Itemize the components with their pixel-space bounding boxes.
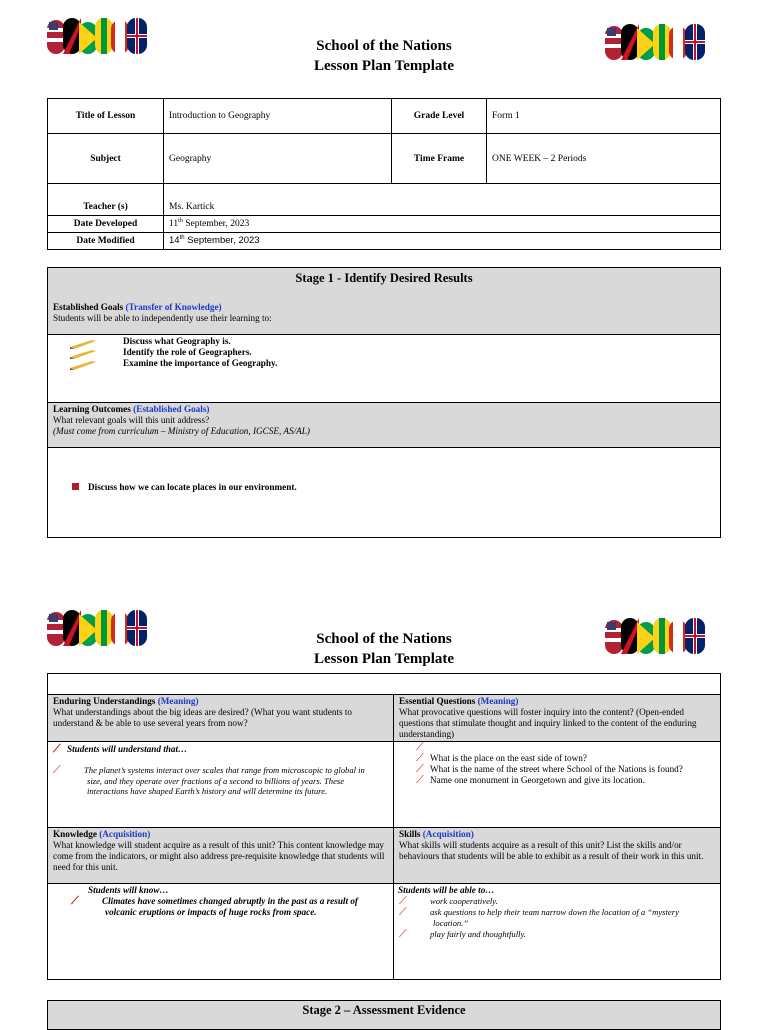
template-title: Lesson Plan Template — [313, 58, 455, 74]
red-check-icon: ⟋ — [53, 764, 61, 776]
knowledge-header: Knowledge (Acquisition) What knowledge will student acquire as a result of this unit? This content knowledge may come from the indicators, or might also address pre-requisite knowledge that students will need for this unit. — [48, 828, 393, 883]
flags-logo-icon — [45, 606, 151, 650]
grade-label: Grade Level — [392, 99, 487, 134]
title-label: Title of Lesson — [48, 99, 164, 134]
school-name: School of the Nations — [316, 38, 452, 54]
red-check-icon: ⟋ — [399, 928, 407, 940]
date-modified-value: 14th September, 2023 — [164, 233, 721, 250]
kn-content: Students will know… ⟋ Climates have sometimes changed abruptly in the past as a result of volcanic eruptions or impacts of huge rocks from space. — [71, 885, 358, 917]
eu-content: ⟋ Students will understand that… ⟋ The planet’s systems interact over scales that range from microscopic to global in size, and they operate over fractions of a second to billions of years. These interactions have shaped Earth’s history and will determine its future. — [53, 743, 365, 796]
sk-desc: What skills will students acquire as a result of this unit? List the skills and/or behaviours that students will be able to exhibit as a result of their work in this unit. — [399, 840, 704, 861]
lesson-info-table — [47, 98, 721, 250]
teacher-value: Ms. Kartick — [164, 184, 721, 216]
skills-header: Skills (Acquisition) What skills will students acquire as a result of this unit? List the skills and/or behaviours that students will be able to exhibit as a result of their work in this unit. — [394, 828, 720, 883]
eq-content: ⟋ ⟋ What is the place on the east side of town? ⟋ What is the name of the street where School of the Nations is found? ⟋ Name one monument in Georgetown and give its location. — [416, 741, 683, 786]
stage2-title: Stage 2 – Assessment Evidence — [302, 1003, 466, 1017]
red-check-icon: ⟋ — [416, 763, 424, 775]
outcome-item: Discuss how we can locate places in our environment. — [88, 482, 297, 492]
outcomes-question: What relevant goals will this unit address? — [53, 415, 210, 425]
title-value: Introduction to Geography — [164, 99, 392, 134]
flags-logo-icon — [603, 614, 709, 658]
pencil-icon — [70, 339, 98, 349]
outcomes-label: Learning Outcomes — [53, 404, 134, 414]
goals-desc: Students will be able to independently use their learning to: — [53, 313, 272, 323]
sk-content: Students will be able to… ⟋ work cooperatively. ⟋ ask questions to help their team narrow down the location of a “mystery location.” ⟋ play fairly and thoughtfully. — [398, 885, 679, 940]
goals-tag: (Transfer of Knowledge) — [125, 302, 222, 312]
stage1-box — [47, 267, 721, 538]
teacher-label: Teacher (s) — [48, 184, 164, 216]
goals-label: Established Goals — [53, 302, 126, 312]
red-check-icon: ⟋ — [53, 743, 61, 755]
outcomes-list — [48, 449, 720, 537]
enduring-understandings-header: Enduring Understandings (Meaning) What understandings about the big ideas are desired? (What you want students to understand & be able to use several years from now? — [48, 695, 393, 741]
stage1-header — [48, 268, 720, 302]
goal-item: Examine the importance of Geography. — [123, 358, 278, 368]
understandings-grid — [47, 673, 721, 980]
subject-value: Geography — [164, 134, 392, 184]
red-check-icon: ⟋ — [399, 895, 407, 907]
kn-desc: What knowledge will student acquire as a result of this unit? This content knowledge may come from the indicators, or might also address pre-requisite knowledge that students will need for this unit. — [53, 840, 385, 872]
outcomes-note: (Must come from curriculum – Ministry of Education, IGCSE, AS/AL) — [53, 426, 310, 436]
outcomes-tag: (Established Goals) — [133, 404, 210, 414]
flags-logo-icon — [45, 14, 151, 58]
stage1-title: Stage 1 - Identify Desired Results — [295, 271, 473, 285]
essential-questions-header: Essential Questions (Meaning) What provocative questions will foster inquiry into the content? (Open-ended questions that stimulate thought and inquiry linked to the content of the enduring understanding) — [394, 695, 720, 741]
red-check-icon: ⟋ — [416, 752, 424, 764]
eq-desc: What provocative questions will foster inquiry into the content? (Open-ended questions that stimulate thought and inquiry linked to the content of the enduring understanding) — [399, 707, 697, 739]
red-check-icon: ⟋ — [399, 906, 407, 918]
stage2-header — [47, 1000, 721, 1030]
goals-list — [48, 336, 720, 403]
date-developed-label: Date Developed — [48, 216, 164, 233]
pencil-icon — [70, 349, 98, 359]
subject-label: Subject — [48, 134, 164, 184]
flags-logo-icon — [603, 20, 709, 64]
template-title: Lesson Plan Template — [313, 651, 455, 667]
red-check-icon: ⟋ — [71, 895, 79, 907]
established-goals-section — [48, 301, 720, 335]
red-square-bullet-icon — [72, 483, 79, 490]
grade-value: Form 1 — [487, 99, 721, 134]
eu-desc: What understandings about the big ideas are desired? (What you want students to understand & be able to use several years from now? — [53, 707, 353, 728]
school-name: School of the Nations — [316, 631, 452, 647]
goal-item: Discuss what Geography is. — [123, 336, 231, 346]
red-check-icon: ⟋ — [416, 741, 424, 753]
timeframe-value: ONE WEEK – 2 Periods — [487, 134, 721, 184]
date-developed-value: 11th September, 2023 — [164, 216, 721, 233]
learning-outcomes-section — [48, 403, 720, 448]
timeframe-label: Time Frame — [392, 134, 487, 184]
pencil-icon — [70, 360, 98, 370]
red-check-icon: ⟋ — [416, 774, 424, 786]
date-modified-label: Date Modified — [48, 233, 164, 250]
goal-item: Identify the role of Geographers. — [123, 347, 252, 357]
